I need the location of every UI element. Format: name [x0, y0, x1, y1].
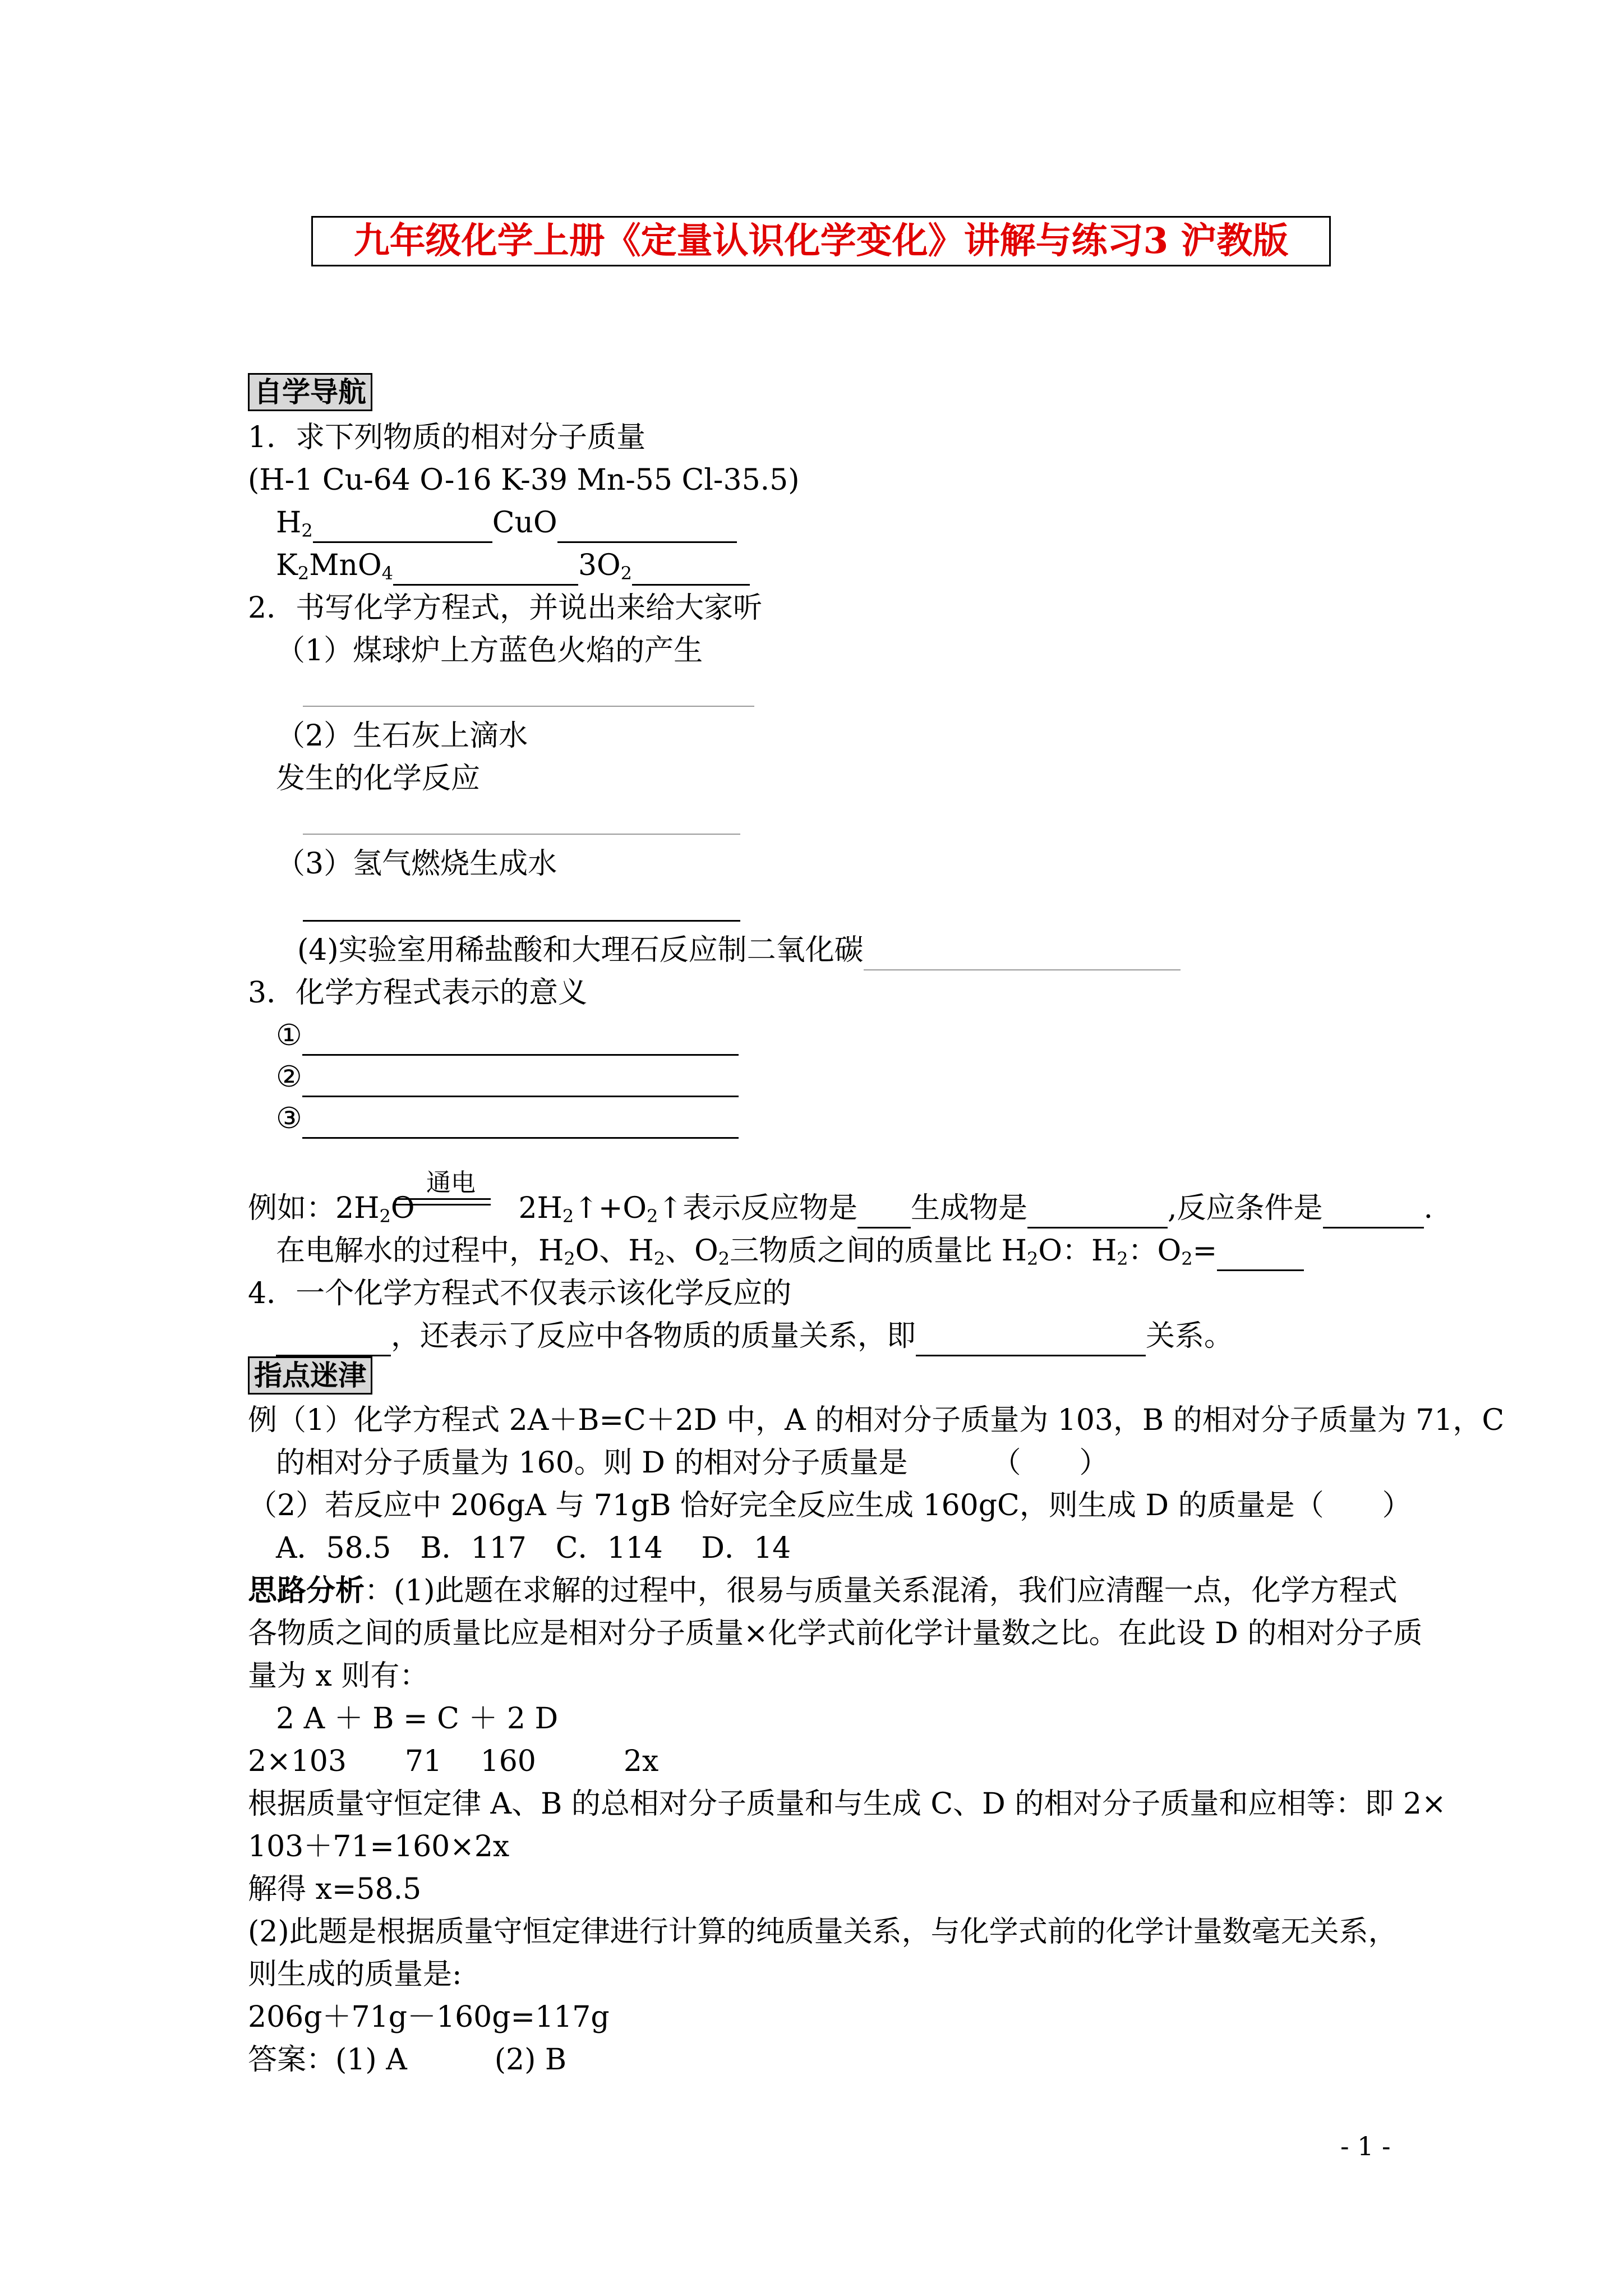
analysis-line8: 则生成的质量是:: [248, 1958, 462, 1991]
product-blank[interactable]: [1027, 1195, 1168, 1228]
document-title: 九年级化学上册《定量认识化学变化》讲解与练习3 沪教版: [311, 216, 1331, 266]
condition-blank[interactable]: [1323, 1195, 1424, 1228]
analysis-line4: 根据质量守恒定律 A、B 的总相对分子质量和与生成 C、D 的相对分子质量和应相等：即 2×: [248, 1787, 1446, 1821]
section-label-self-study: 自学导航: [248, 373, 372, 411]
analysis-equation: 2 A ＋ B = C ＋ 2 D: [276, 1702, 559, 1736]
q1-row2: [276, 545, 750, 586]
example-mass-ratio-line: 在电解水的过程中，$H_2O$、$H_2$、$O_2$三物质之间的质量比 $H_2O$：$H_2$：$O_2=$: [276, 1231, 1304, 1271]
q1-row1: [276, 503, 737, 543]
q2-part3: （3）氢气燃烧生成水: [276, 847, 557, 881]
q3-item-1: ①: [276, 1015, 739, 1056]
analysis-line5: 103＋71=160×2x: [248, 1830, 510, 1864]
q3-item-2-answer-line[interactable]: [302, 1064, 739, 1097]
worked-example-line1: 例（1）化学方程式 2A＋B=C＋2D 中，A 的相对分子质量为 103，B 的相对分子质量为 71，C: [248, 1404, 1505, 1437]
q4-stem: 4．一个化学方程式不仅表示该化学反应的: [248, 1277, 792, 1310]
q3-item-1-answer-line[interactable]: [302, 1023, 739, 1056]
q3-item-3: ③: [276, 1098, 739, 1139]
q2-part2-continued: 发生的化学反应: [276, 762, 481, 795]
formula-h2: $H_2$: [276, 506, 313, 541]
answer-blank-cuo[interactable]: [557, 510, 737, 543]
q2-part2-answer-line[interactable]: [303, 834, 740, 835]
example-equation-line: 例如：$2H_2O$ $2H_2↑+O_2↑$表示反应物是 生成物是 ,反应条件是 .: [248, 1188, 1433, 1228]
analysis-line9: 206g＋71g－160g=117g: [248, 2000, 610, 2034]
q3-item-2: ②: [276, 1057, 739, 1097]
formula-3o2: $3O_2$: [578, 549, 633, 584]
analysis-values: 2×103 71 160 2x: [248, 1745, 659, 1778]
q1-stem: 1．求下列物质的相对分子质量: [248, 421, 646, 454]
q2-part1: （1）煤球炉上方蓝色火焰的产生: [276, 634, 703, 668]
q1-atomic-masses: (H-1 Cu-64 O-16 K-39 Mn-55 Cl-35.5): [248, 463, 800, 497]
q2-stem: 2．书写化学方程式，并说出来给大家听: [248, 591, 763, 625]
answer-line: 答案：(1) A (2) B: [248, 2043, 567, 2077]
analysis-line6: 解得 x=58.5: [248, 1872, 422, 1906]
mass-ratio-blank[interactable]: [1217, 1238, 1304, 1271]
q4-line2: ，还表示了反应中各物质的质量关系，即 关系。: [276, 1316, 1233, 1356]
analysis-line3: 量为 x 则有：: [248, 1659, 429, 1693]
reactant-blank[interactable]: [857, 1195, 911, 1228]
q4-blank-2[interactable]: [916, 1323, 1146, 1356]
section-label-guidance: 指点迷津: [248, 1356, 372, 1395]
q2-part1-answer-line[interactable]: [303, 706, 754, 707]
q3-item-3-answer-line[interactable]: [302, 1106, 739, 1139]
reaction-condition-label: 通电: [426, 1168, 476, 1197]
analysis-line1: 思路分析：(1)此题在求解的过程中，很易与质量关系混淆，我们应清醒一点，化学方程式: [248, 1573, 1398, 1608]
page-number: - 1 -: [1340, 2131, 1391, 2161]
answer-blank-h2[interactable]: [313, 510, 492, 543]
answer-blank-k2mno4[interactable]: [393, 553, 578, 586]
q4-blank-1[interactable]: [276, 1323, 391, 1356]
answer-paren-1[interactable]: （ ）: [992, 1446, 1109, 1480]
formula-k2mno4: $K_2MnO_4$: [276, 549, 393, 584]
analysis-line2: 各物质之间的质量比应是相对分子质量×化学式前化学计量数之比。在此设 D 的相对分子质: [248, 1617, 1423, 1650]
equation-products: $2H_2↑+O_2$: [518, 1191, 658, 1227]
worked-example-options: A．58.5 B．117 C．114 D．14: [276, 1531, 791, 1565]
q2-part4: (4)实验室用稀盐酸和大理石反应制二氧化碳: [297, 930, 1181, 970]
formula-cuo: CuO: [492, 506, 557, 540]
answer-blank-3o2[interactable]: [632, 553, 750, 586]
analysis-line7: (2)此题是根据质量守恒定律进行计算的纯质量关系，与化学式前的化学计量数毫无关系，: [248, 1915, 1398, 1949]
q2-part4-answer-line[interactable]: [864, 938, 1181, 970]
worked-example-line3: （2）若反应中 206gA 与 71gB 恰好完全反应生成 160gC，则生成 D 的质量是（ ）: [248, 1489, 1412, 1522]
worked-example-line2: 的相对分子质量为 160。则 D 的相对分子质量是 （ ）: [276, 1446, 1109, 1480]
analysis-label: 思路分析: [248, 1573, 365, 1608]
q2-part2: （2）生石灰上滴水: [276, 719, 528, 753]
q2-part3-answer-line[interactable]: [303, 920, 740, 922]
equation-reactant: $2H_2O$: [335, 1191, 415, 1227]
q3-stem: 3．化学方程式表示的意义: [248, 976, 588, 1010]
